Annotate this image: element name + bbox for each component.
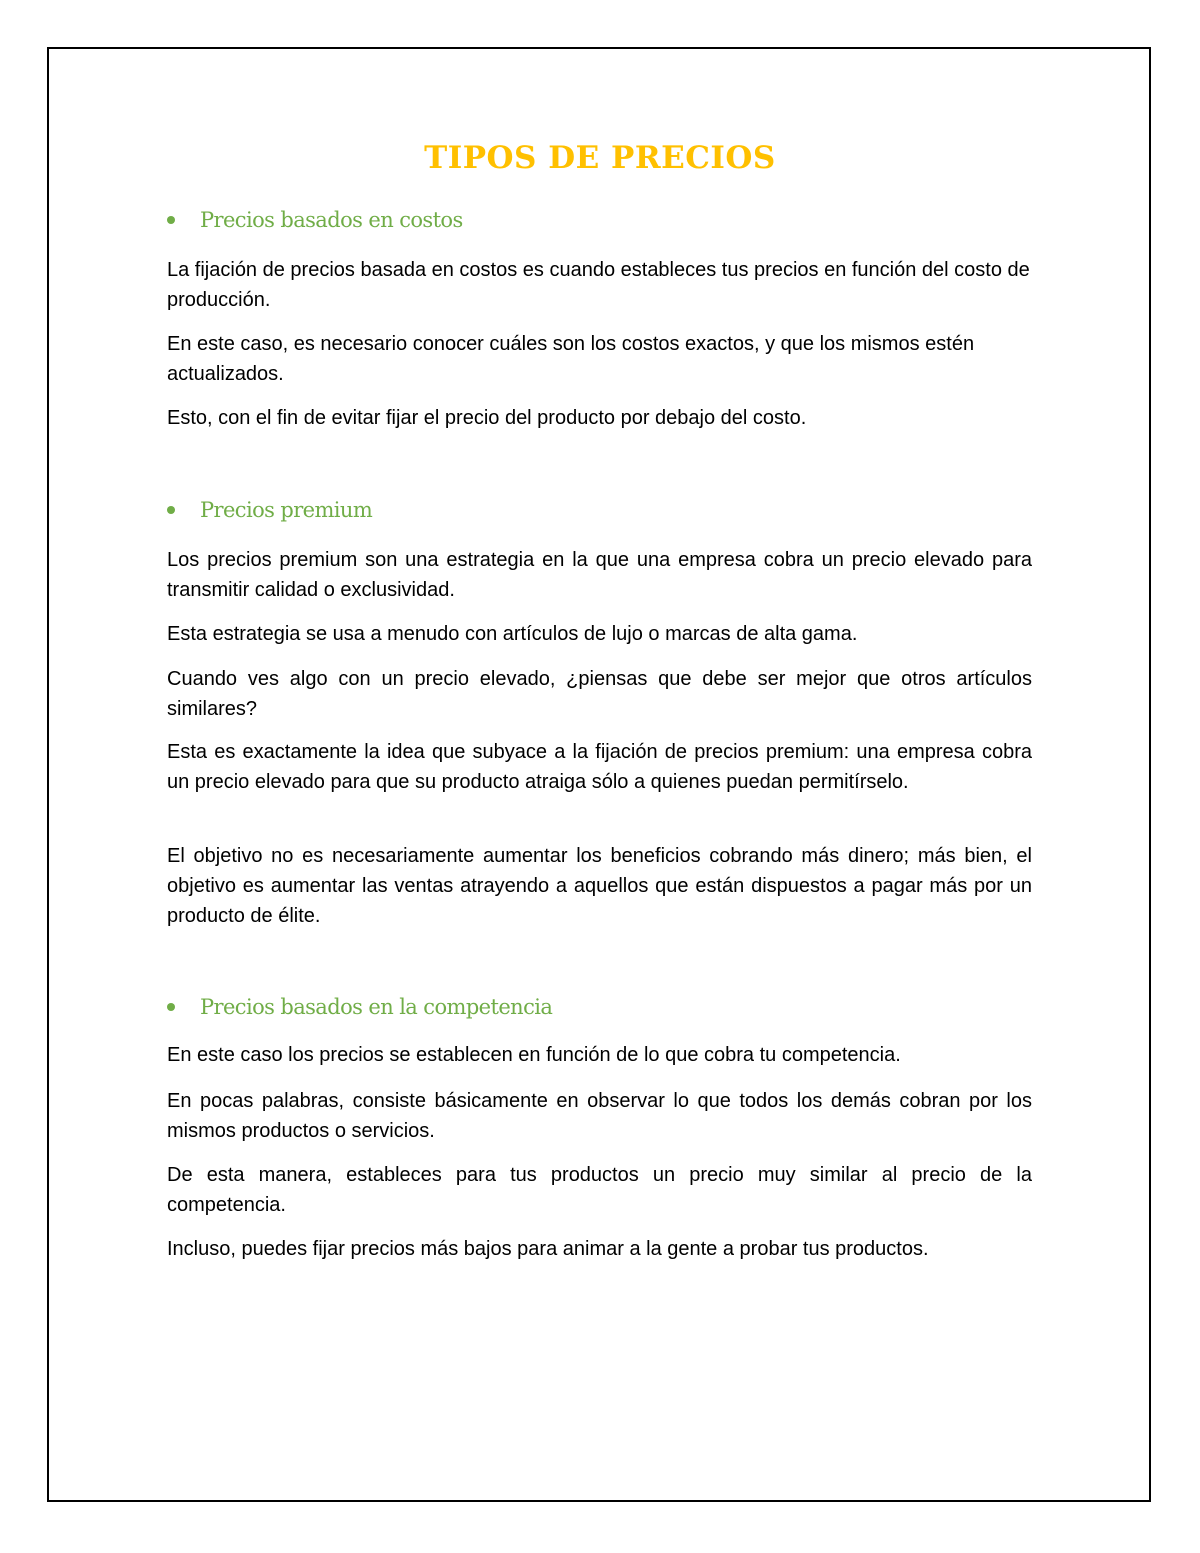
paragraph: El objetivo no es necesariamente aumentar los beneficios cobrando más dinero; más bien, el objetivo es aumentar las ventas atrayendo a aquellos que están dispuestos a pagar más por un producto de élite. — [167, 845, 1032, 927]
section-heading-costos — [200, 208, 463, 232]
paragraph: En pocas palabras, consiste básicamente en observar lo que todos los demás cobran por los mismos productos o servicios. — [167, 1090, 1032, 1142]
bullet-icon — [167, 506, 175, 514]
paragraph: Esta es exactamente la idea que subyace a la fijación de precios premium: una empresa cobra un precio elevado para que su producto atraiga sólo a quienes puedan permitírselo. — [167, 741, 1032, 793]
paragraph: La fijación de precios basada en costos es cuando estableces tus precios en función del costo de producción. — [167, 259, 1030, 311]
section-heading-premium — [200, 498, 372, 522]
document-title: TIPOS DE PRECIOS — [424, 140, 776, 176]
bullet-icon — [167, 1003, 175, 1011]
section-heading-label: Precios premium — [200, 498, 373, 522]
paragraph: Esta estrategia se usa a menudo con artículos de lujo o marcas de alta gama. — [167, 623, 858, 645]
paragraph: De esta manera, estableces para tus productos un precio muy similar al precio de la competencia. — [167, 1164, 1032, 1216]
paragraph: Esto, con el fin de evitar fijar el precio del producto por debajo del costo. — [167, 407, 807, 429]
bullet-icon — [167, 216, 175, 224]
paragraph: Incluso, puedes fijar precios más bajos para animar a la gente a probar tus productos. — [167, 1238, 929, 1260]
paragraph: Cuando ves algo con un precio elevado, ¿piensas que debe ser mejor que otros artículos similares? — [167, 668, 1032, 720]
section-heading-competencia — [200, 995, 552, 1019]
paragraph: En este caso los precios se establecen en función de lo que cobra tu competencia. — [167, 1044, 901, 1066]
section-heading-label: Precios basados en costos — [200, 208, 463, 232]
paragraph: En este caso, es necesario conocer cuáles son los costos exactos, y que los mismos estén actualizados. — [167, 333, 975, 385]
paragraph: Los precios premium son una estrategia en la que una empresa cobra un precio elevado para transmitir calidad o exclusividad. — [167, 549, 1032, 601]
section-heading-label: Precios basados en la competencia — [200, 995, 553, 1019]
